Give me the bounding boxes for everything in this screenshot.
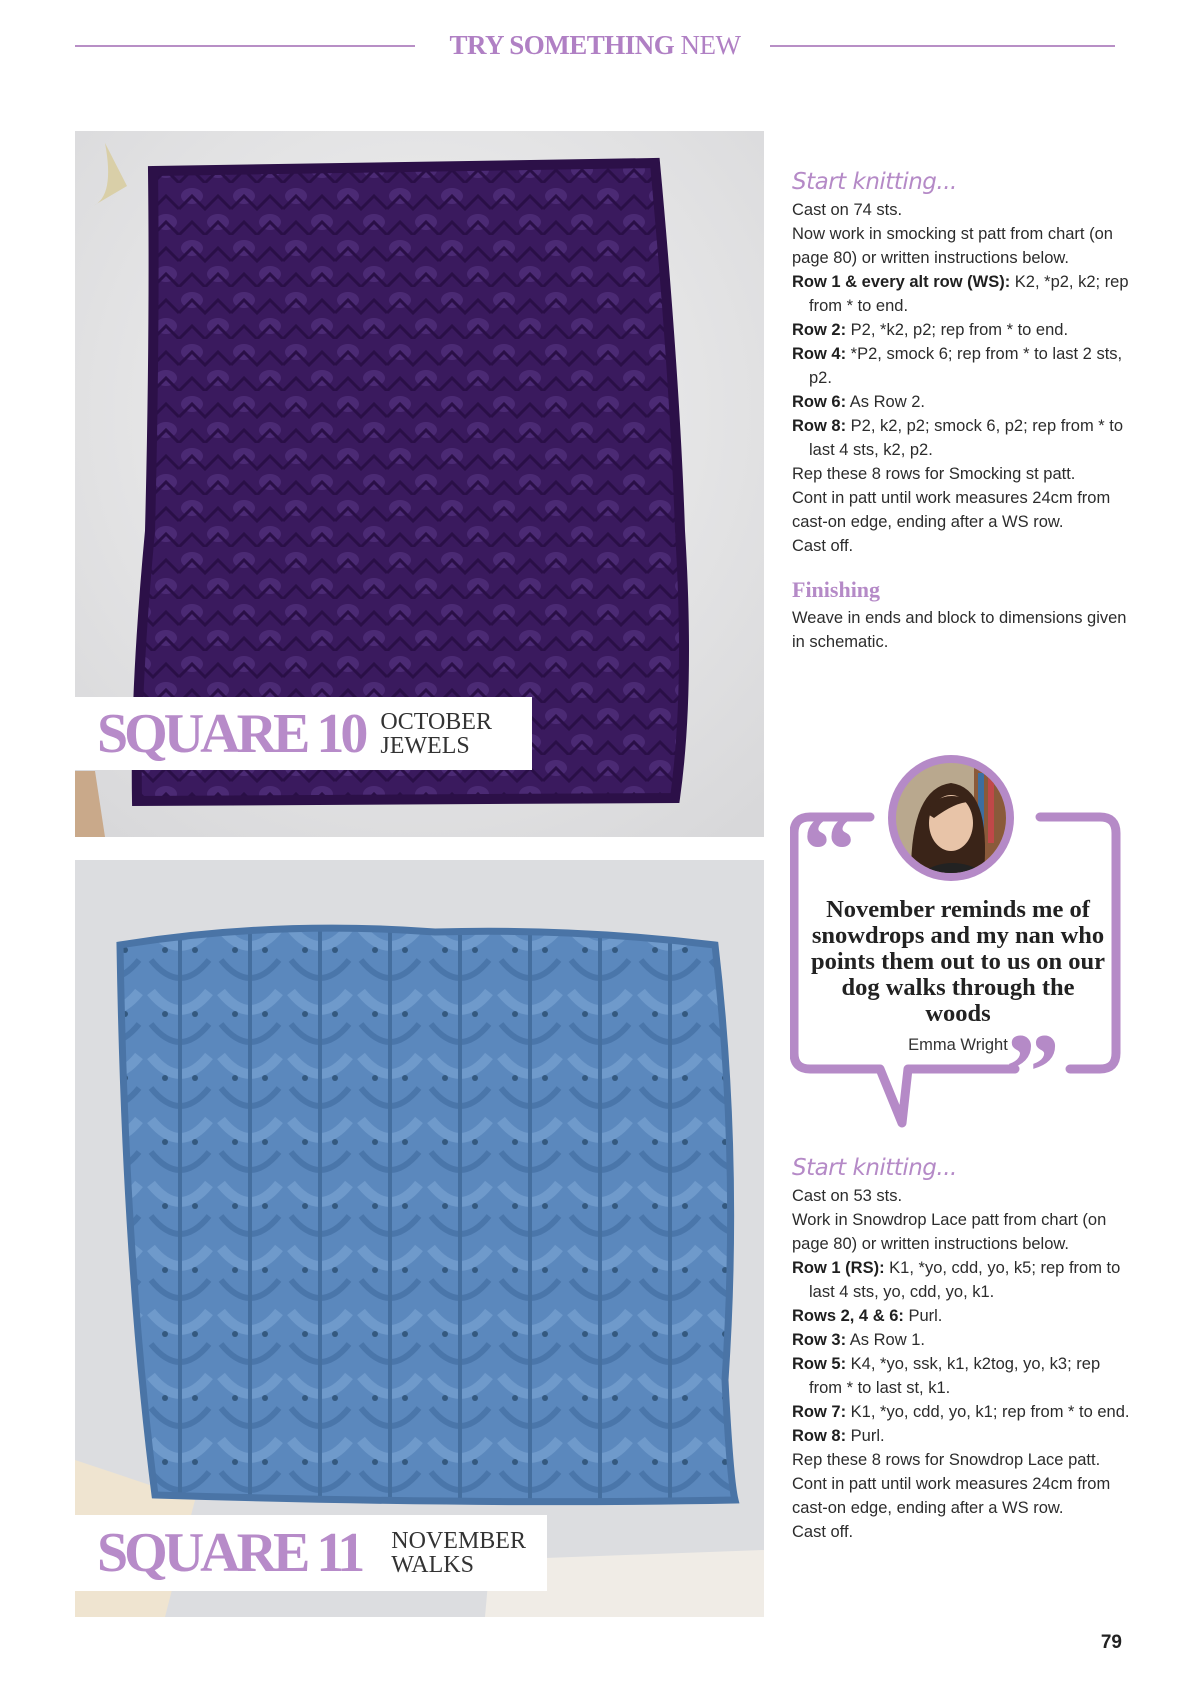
row-label: Rows 2, 4 & 6: [792,1307,904,1325]
square10-photo [75,131,764,837]
square10-instructions [792,168,1132,654]
quote-author: Emma Wright [908,1036,1008,1054]
section1-row [792,342,1132,390]
designer-avatar [888,755,1014,881]
section1-outro3: Cast off. [792,537,854,555]
square11-knit-image [75,860,764,1617]
section2-row [792,1304,1132,1328]
section1-row [792,390,1132,414]
finishing-heading: Finishing [792,577,881,602]
square11-title-line1: NOVEMBER [391,1528,526,1554]
open-quote-icon: “ [802,789,857,911]
square11-title-line2: WALKS [391,1552,474,1578]
row-text: As Row 2. [846,393,925,411]
section2-outro2: Cont in patt until work measures 24cm from cast-on edge, ending after a WS row. [792,1475,1111,1517]
section2-row [792,1400,1132,1424]
square11-instructions [792,1154,1132,1544]
section-header [75,30,1115,64]
section2-row [792,1424,1132,1448]
section2-row [792,1352,1132,1400]
row-text: K1, *yo, cdd, yo, k5; rep from to last 4 sts, yo, cdd, yo, k1. [809,1259,1121,1301]
designer-quote [790,755,1122,1135]
row-text: P2, k2, p2; smock 6, p2; rep from * to last 4 sts, k2, p2. [809,417,1124,459]
section2-intro1: Cast on 53 sts. [792,1187,903,1205]
section1-intro2: Now work in smocking st patt from chart (on page 80) or written instructions below. [792,225,1113,267]
square11-photo [75,860,764,1617]
row-label: Row 2: [792,321,847,339]
section1-intro1: Cast on 74 sts. [792,201,903,219]
section1-row [792,414,1132,462]
avatar-portrait [896,763,1006,873]
row-text: Purl. [846,1427,885,1445]
header-rule-right [770,45,1115,47]
section2-intro2: Work in Snowdrop Lace patt from chart (on page 80) or written instructions below. [792,1211,1107,1253]
header-title-light: NEW [680,30,741,60]
section1-row [792,318,1132,342]
row-text: K2, *p2, k2; rep from * to end. [809,273,1129,315]
square11-label [75,1515,547,1591]
section1-row [792,270,1132,318]
close-quote-icon: ” [1005,1011,1060,1133]
row-label: Row 7: [792,1403,847,1421]
square11-title [391,1529,526,1577]
section2-heading: Start knitting... [792,1155,957,1181]
section1-outro2: Cont in patt until work measures 24cm from cast-on edge, ending after a WS row. [792,489,1111,531]
square10-title [380,710,492,758]
row-text: Purl. [903,1307,943,1325]
section1-heading: Start knitting... [792,169,957,195]
row-label: Row 3: [792,1331,847,1349]
header-title-bold: TRY SOMETHING [449,30,675,60]
row-text: P2, *k2, p2; rep from * to end. [846,321,1069,339]
row-label: Row 1 & every alt row (WS): [792,273,1011,291]
section2-row [792,1328,1132,1352]
row-text: *P2, smock 6; rep from * to last 2 sts, p2. [809,345,1123,387]
row-label: Row 4: [792,345,847,363]
square10-label [75,697,532,770]
row-label: Row 8: [792,417,847,435]
square11-number: SQUARE 11 [97,1522,362,1584]
square10-title-line1: OCTOBER [380,708,492,735]
quote-text: November reminds me of snowdrops and my nan who points them out to us on our dog walks through the woods [810,896,1106,1027]
section2-outro3: Cast off. [792,1523,854,1541]
section2-outro1: Rep these 8 rows for Snowdrop Lace patt. [792,1451,1101,1469]
finishing-text: Weave in ends and block to dimensions given in schematic. [792,609,1127,651]
section1-outro1: Rep these 8 rows for Smocking st patt. [792,465,1076,483]
row-text: K4, *yo, ssk, k1, k2tog, yo, k3; rep from * to last st, k1. [809,1355,1101,1397]
row-text: As Row 1. [846,1331,925,1349]
square10-number: SQUARE 10 [97,702,365,765]
page-number: 79 [1100,1632,1122,1653]
row-label: Row 5: [792,1355,847,1373]
row-label: Row 8: [792,1427,847,1445]
square10-title-line2: JEWELS [380,732,470,759]
row-label: Row 6: [792,393,847,411]
section2-row [792,1256,1132,1304]
row-label: Row 1 (RS): [792,1259,885,1277]
row-text: K1, *yo, cdd, yo, k1; rep from * to end. [846,1403,1130,1421]
